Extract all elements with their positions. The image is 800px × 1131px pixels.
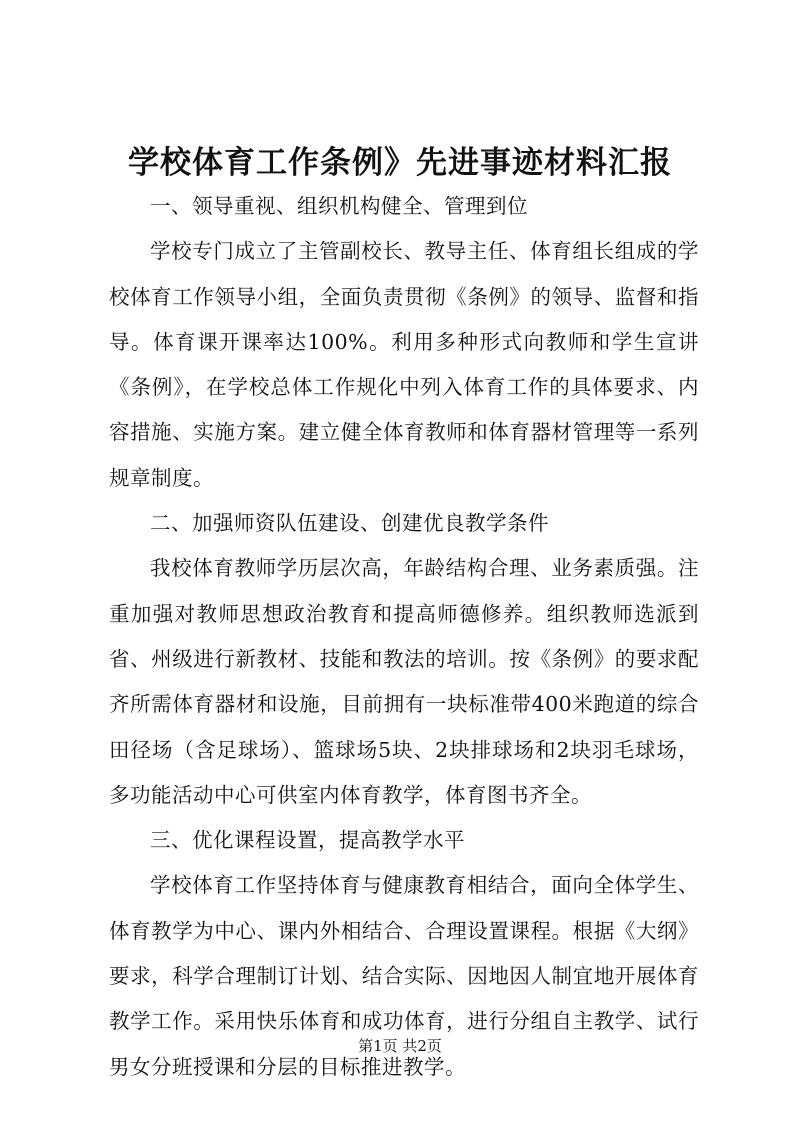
document-title: 学校体育工作条例》先进事迹材料汇报 <box>128 145 672 181</box>
section-paragraph-3: 学校体育工作坚持体育与健康教育相结合，面向全体学生、体育教学为中心、课内外相结合、合理设置课程。根据《大纲》要求，科学合理制订计划、结合实际、因地因人制宜地开展体育教学工作。采用快乐体育和成功体育，进行分组自主教学、试行男女分班授课和分层的目标推进教学。 <box>109 873 699 1079</box>
page-footer: 第1页 共2页 <box>358 1037 442 1055</box>
document-body <box>109 184 699 1090</box>
section-heading-2: 二、加强师资队伍建设、创建优良教学条件 <box>150 511 549 536</box>
section-heading-3: 三、优化课程设置，提高教学水平 <box>150 828 465 853</box>
section-heading-1: 一、领导重视、组织机构健全、管理到位 <box>150 194 528 218</box>
section-paragraph-2: 我校体育教师学历层次高，年龄结构合理、业务素质强。注重加强对教师思想政治教育和提高师德修养。组织教师选派到省、州级进行新教材、技能和教法的培训。按《条例》的要求配齐所需体育器材和设施，目前拥有一块标准带400米跑道的综合田径场（含足球场）、篮球场5块、2块排球场和2块羽毛球场，多功能活动中心可供室内体育教学，体育图书齐全。 <box>109 556 699 807</box>
section-paragraph-1: 学校专门成立了主管副校长、教导主任、体育组长组成的学校体育工作领导小组，全面负责贯彻《条例》的领导、监督和指导。体育课开课率达100%。利用多种形式向教师和学生宣讲《条例》，在学校总体工作规化中列入体育工作的具体要求、内容措施、实施方案。建立健全体育教师和体育器材管理等一系列规章制度。 <box>109 239 699 490</box>
